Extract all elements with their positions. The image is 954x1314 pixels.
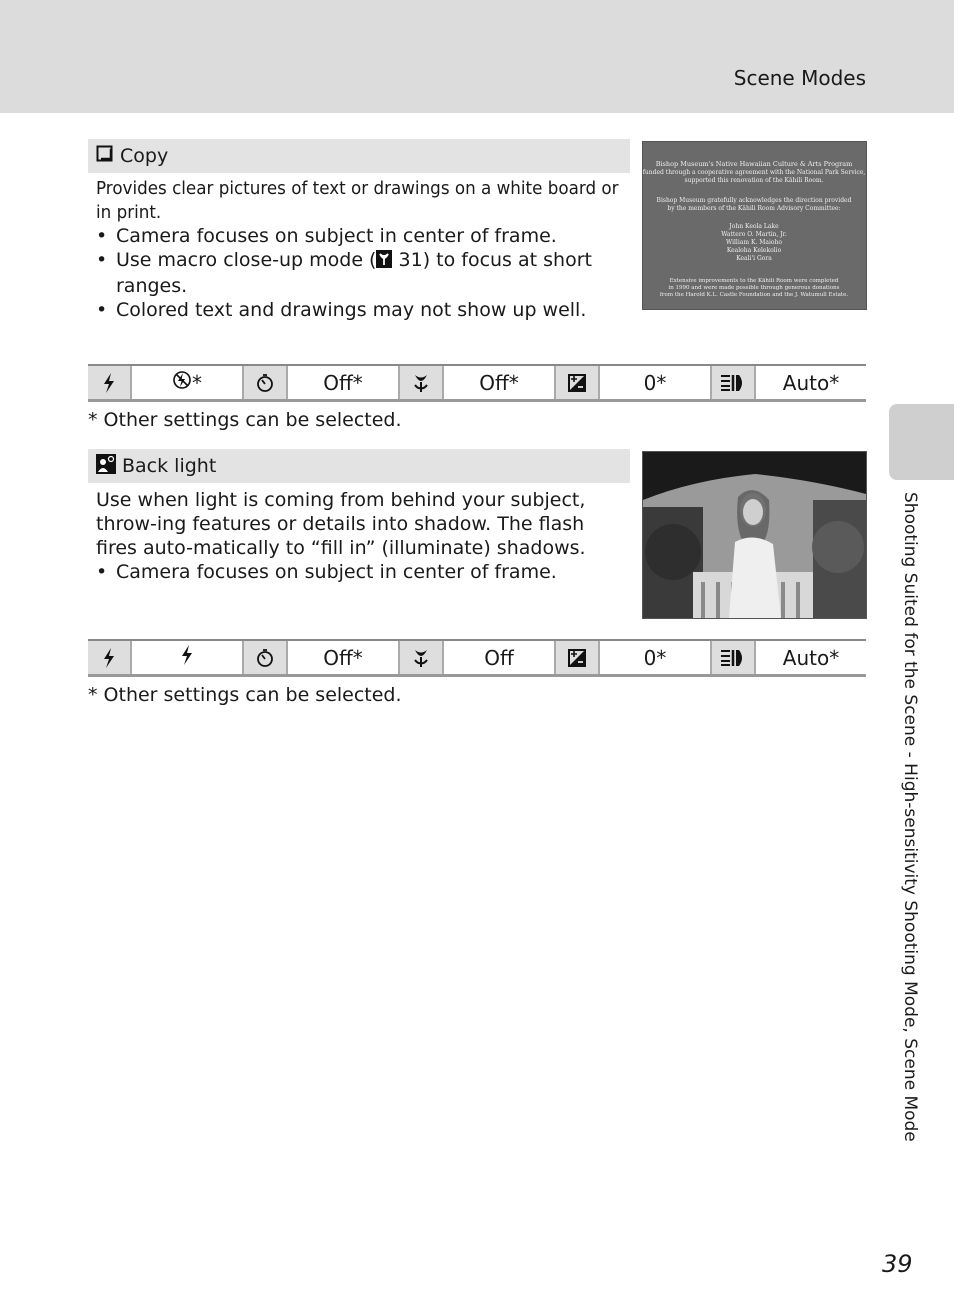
plaque-line: Bishop Museum gratefully acknowledges the direction provided [656, 197, 852, 204]
self-timer-icon [244, 366, 288, 399]
flash-icon [88, 641, 132, 674]
chapter-side-label: Shooting Suited for the Scene - High-sensitivity Shooting Mode, Scene Mode [900, 492, 920, 1142]
iso-value: Auto* [782, 370, 840, 395]
copy-footnote: * Other settings can be selected. [88, 409, 402, 431]
header-band [0, 0, 954, 113]
plaque-line: Extensive improvements to the Kāhili Room were completed [669, 278, 839, 284]
backlight-settings-table [88, 639, 866, 677]
backlight-intro: Use when light is coming from behind your subject, throw-ing features or details into shadow. The flash fires auto-matically to “fill in” (illuminate) shadows. [96, 489, 586, 559]
macro-icon [400, 366, 444, 399]
self-timer-value: Off* [288, 641, 400, 674]
flash-icon [88, 366, 132, 399]
self-timer-icon [244, 641, 288, 674]
back-light-mode-icon [96, 454, 116, 479]
backlight-description [96, 488, 626, 584]
copy-mode-icon [96, 145, 114, 168]
self-timer-value: Off* [288, 366, 400, 399]
flash-setting [132, 641, 244, 674]
plaque-line: John Keola Lake [729, 223, 779, 230]
plaque-line: Wattero O. Martin, Jr. [721, 231, 787, 238]
exposure-compensation-icon [556, 366, 600, 399]
iso-sensitivity-icon [712, 366, 756, 399]
exposure-value: 0* [600, 366, 712, 399]
plaque-line: in 1990 and were made possible through generous donations [668, 285, 840, 291]
chapter-tab [889, 404, 954, 480]
copy-settings-table [88, 364, 866, 402]
backlight-title: Back light [122, 455, 217, 477]
flash-setting: * [132, 366, 244, 399]
flash-off-icon [172, 370, 192, 395]
backlight-footnote: * Other settings can be selected. [88, 684, 402, 706]
list-item: • Camera focuses on subject in center of frame. [96, 224, 626, 248]
flash-icon [180, 645, 194, 670]
list-item: • Camera focuses on subject in center of frame. [96, 560, 626, 584]
plaque-line: Keali'i Gora [736, 255, 772, 262]
macro-icon [400, 641, 444, 674]
macro-icon [376, 250, 392, 274]
iso-sensitivity-icon [712, 641, 756, 674]
section-title: Scene Modes [733, 66, 866, 90]
copy-intro: Provides clear pictures of text or drawings on a white board or in print. [96, 178, 619, 223]
plaque-line: William K. Maioho [726, 239, 782, 246]
macro-value: Off* [444, 366, 556, 399]
plaque-line: from the Harold K.L. Castle Foundation and the J. Watumull Estate. [659, 292, 849, 298]
copy-description [96, 177, 626, 225]
copy-sample-photo [642, 141, 867, 310]
plaque-line: by the members of the Kāhili Room Advisory Committee: [667, 205, 841, 212]
copy-bullets [96, 224, 626, 322]
plaque-line: funded through a cooperative agreement with the National Park Service, [643, 169, 866, 176]
copy-title: Copy [120, 145, 169, 167]
copy-section-heading [88, 139, 630, 173]
backlight-section-heading [88, 449, 630, 483]
exposure-value: 0* [600, 641, 712, 674]
iso-value: Auto* [782, 645, 840, 670]
backlight-sample-photo [642, 451, 867, 619]
plaque-line: Kealoha Kelekolio [726, 247, 782, 254]
plaque-line: supported this renovation of the Kāhili Room. [684, 177, 824, 184]
page-number: 39 [882, 1250, 913, 1278]
plaque-line: Bishop Museum's Native Hawaiian Culture & Arts Program [655, 160, 853, 168]
exposure-compensation-icon [556, 641, 600, 674]
macro-value: Off [444, 641, 556, 674]
list-item: • Colored text and drawings may not show up well. [96, 298, 626, 322]
list-item: • Use macro close-up mode ( 31) to focus at short ranges. [96, 248, 626, 298]
